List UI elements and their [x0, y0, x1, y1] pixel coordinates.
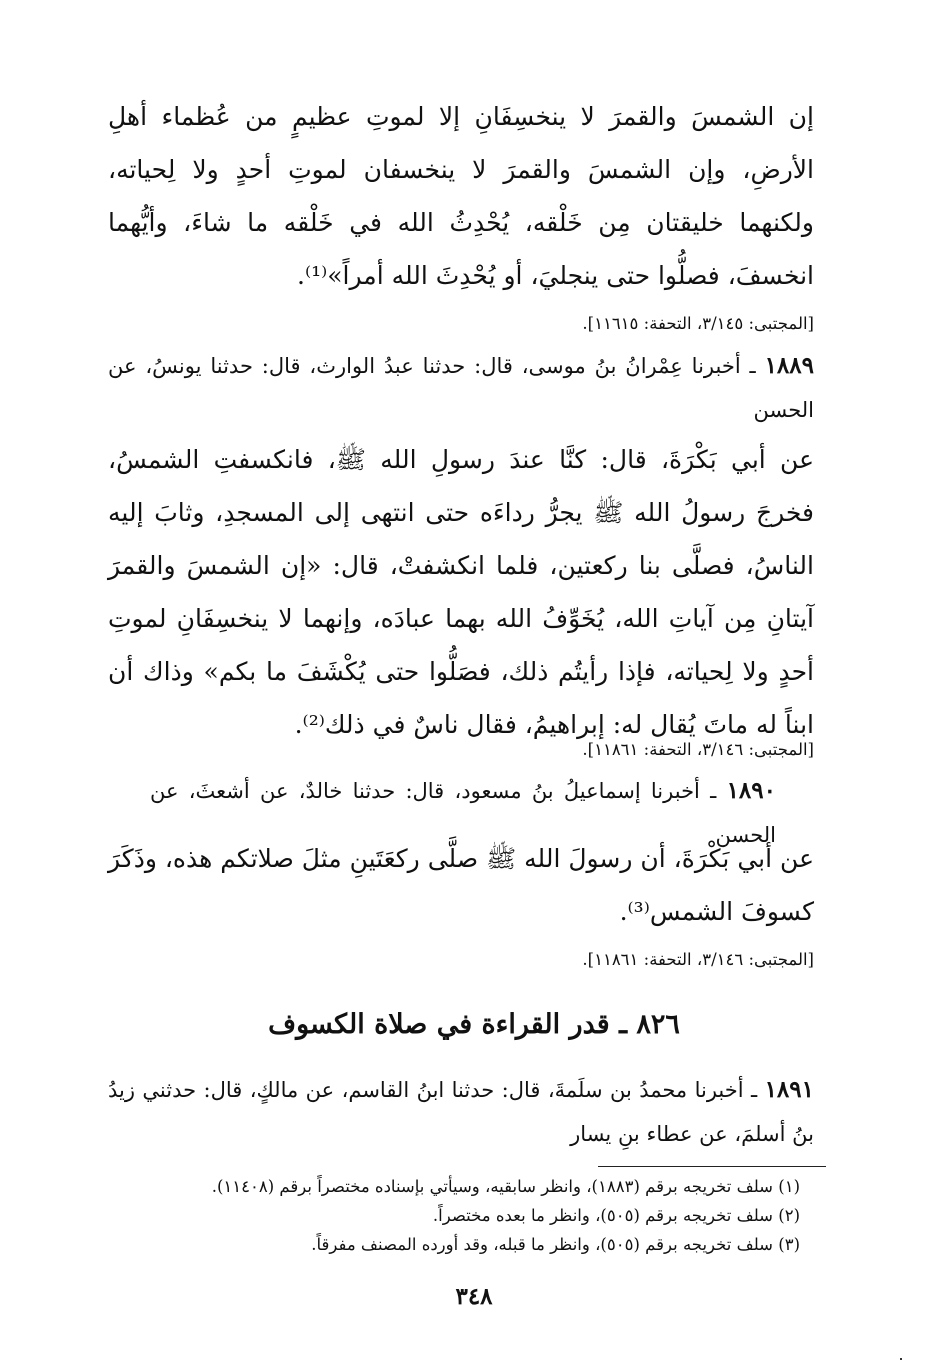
chapter-heading: ٨٢٦ ـ قدر القراءة في صلاة الكسوف — [268, 1009, 680, 1040]
hadith-chain-1889 — [108, 344, 814, 432]
scan-speck — [900, 1358, 902, 1360]
footnote-separator — [598, 1166, 826, 1167]
hadith-chain-1891 — [108, 1068, 814, 1156]
isnad-text: ـ أخبرنا محمدُ بن سلَمةَ، قال: حدثنا ابنُ القاسم، عن مالكٍ، قال: حدثني زيدُ بنُ أسلمَ، عن عطاء بنِ يسار — [108, 1078, 814, 1146]
hadith-text-paragraph: عن أبي بَكْرَةَ، قال: كنَّا عندَ رسولِ الله ﷺ، فانكسفتِ الشمسُ، فخرجَ رسولُ الله ﷺ يجرُّ رداءَه حتى انتهى إلى المسجدِ، وثابَ إليه الناسُ، فصلَّى بنا ركعتين، فلما انكشفتْ، قال: «إن الشمسَ والقمرَ آيتانِ مِن آياتِ الله، يُخَوِّفُ الله بهما عبادَه، وإنهما لا ينخسِفَانِ لموتِ أحدٍ ولا لِحياته، فإذا رأيتُم ذلك، فصَلُّوا حتى يُكْشَفَ ما بكم» وذاك أن ابناً له ماتَ يُقال له: إبراهيمُ، فقال ناسٌ في ذلك⁽²⁾. — [108, 445, 814, 739]
hadith-text-paragraph: إن الشمسَ والقمرَ لا ينخسِفَانِ إلا لموتِ عظيمٍ من عُظماء أهلِ الأرضِ، وإن الشمسَ والقمرَ لا ينخسفان لموتِ أحدٍ ولا لِحياته، ولكنهما خليقتان مِن خَلْقه، يُحْدِثُ الله في خَلْقه ما شاءَ، وأيُّهما انخسفَ، فصلُّوا حتى ينجليَ، أو يُحْدِثَ الله أمراً»⁽¹⁾. — [108, 102, 814, 290]
hadith-number: ١٨٨٩ — [764, 352, 814, 379]
isnad-text: ـ أخبرنا عِمْرانُ بنُ موسى، قال: حدثنا عبدُ الوارث، قال: حدثنا يونسُ، عن الحسن — [108, 354, 814, 422]
hadith-number: ١٨٩٠ — [726, 777, 776, 804]
reference-line: [المجتبى: ٣/١٤٦، التحفة: ١١٨٦١]. — [582, 740, 814, 759]
hadith-number: ١٨٩١ — [764, 1076, 814, 1103]
page-number: ٣٤٨ — [455, 1283, 493, 1310]
reference-line: [المجتبى: ٣/١٤٥، التحفة: ١١٦١٥]. — [582, 314, 814, 333]
footnote-1: (١) سلف تخريجه برقم (١٨٨٣)، وانظر سابقيه، وسيأتي بإسناده مختصراً برقم (١١٤٠٨). — [211, 1177, 800, 1196]
isnad-text: ـ أخبرنا إسماعيلُ بنُ مسعود، قال: حدثنا خالدٌ، عن أشعثَ، عن الحسن — [150, 779, 776, 847]
hadith-text-paragraph: عن أبي بَكْرَةَ، أن رسولَ الله ﷺ صلَّى ركعَتَينِ مثلَ صلاتكم هذه، وذَكَرَ كسوفَ الشمس⁽³⁾. — [108, 844, 814, 926]
footnotes — [150, 1172, 800, 1259]
reference-line: [المجتبى: ٣/١٤٦، التحفة: ١١٨٦١]. — [582, 950, 814, 969]
footnote-2: (٢) سلف تخريجه برقم (٥٠٥)، وانظر ما بعده مختصراً. — [432, 1206, 800, 1225]
footnote-3: (٣) سلف تخريجه برقم (٥٠٥)، وانظر ما قبله، وقد أورده المصنف مفرقاً. — [311, 1235, 800, 1254]
